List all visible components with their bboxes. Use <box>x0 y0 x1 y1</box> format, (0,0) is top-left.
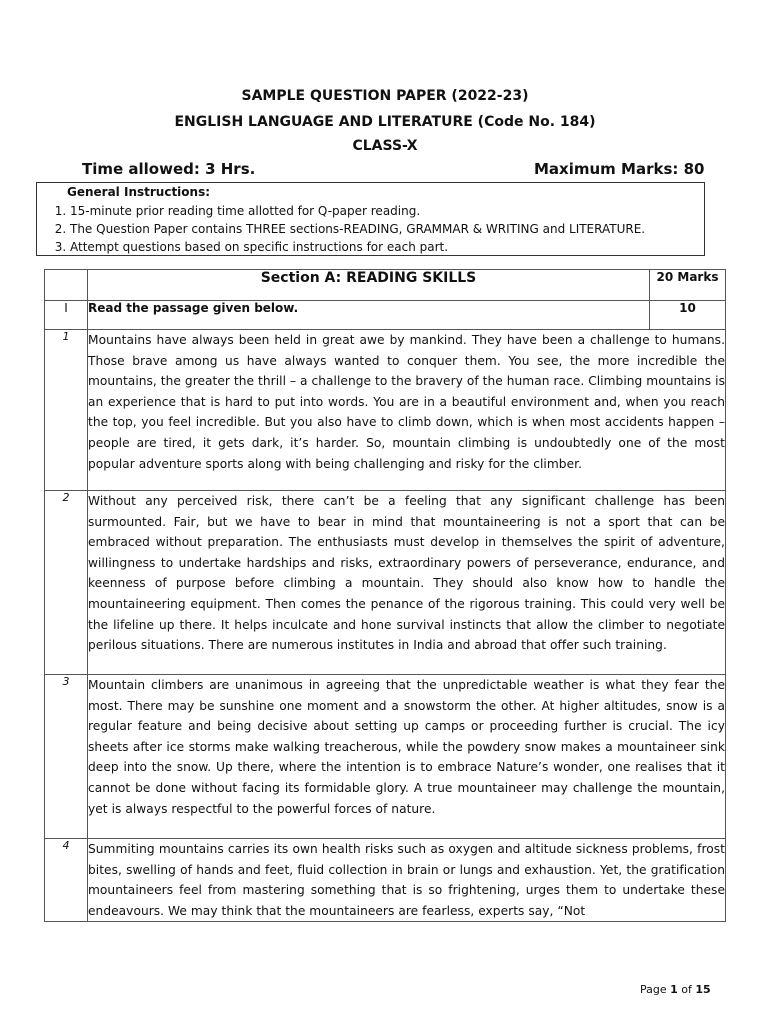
subject-title: ENGLISH LANGUAGE AND LITERATURE (Code No. 184) <box>174 114 596 130</box>
page-total: 15 <box>695 983 711 996</box>
paragraph-text: Without any perceived risk, there can’t be a feeling that any significant challenge has been surmounted. Fair, but we have to bear in mind that mountaineering is not a sport that can be embraced without preparation. The enthusiasts must develop in themselves the spirit of adventure, willingness to undertake hardships and risks, extraordinary powers of perseverance, endurance, and keenness of purpose before climbing a mountain. They should also know how to handle the mountaineering equipment. Then comes the penance of the rigorous training. This could very well be the lifeline up there. It helps inculcate and hone survival instincts that allow the climber to negotiate perilous situations. There are numerous institutes in India and abroad that offer such training. <box>88 491 726 675</box>
paragraph-number: 2 <box>45 491 88 675</box>
passage-row <box>45 839 726 922</box>
instructions-title: General Instructions: <box>67 185 211 199</box>
paragraph-number: 1 <box>45 330 88 491</box>
section-marks: 20 Marks <box>650 270 726 301</box>
section-header-row <box>45 270 726 301</box>
general-instructions-box <box>36 182 705 256</box>
question-text: Read the passage given below. <box>88 301 650 330</box>
passage-row <box>45 330 726 491</box>
paper-title: SAMPLE QUESTION PAPER (2022-23) <box>241 88 529 104</box>
page-label: Page <box>640 983 667 996</box>
paragraph-text: Summiting mountains carries its own health risks such as oxygen and altitude sickness problems, frost bites, swelling of hands and feet, fluid collection in brain or lungs and exhaustion. Yet, the gratification mountaineers feel from mastering something that is so frightening, urges them to undertake these endeavours. We may think that the mountaineers are fearless, experts say, “Not <box>88 839 726 922</box>
paragraph-number: 4 <box>45 839 88 922</box>
reading-section-table <box>44 269 726 922</box>
paragraph-text: Mountain climbers are unanimous in agreeing that the unpredictable weather is what they fear the most. There may be sunshine one moment and a snowstorm the other. At higher altitudes, snow is a regular feature and being decisive about setting up camps or proceeding further is crucial. The icy sheets after ice storms make walking treacherous, while the powdery snow makes a mountaineer sink deep into the snow. Up there, where the intention is to embrace Nature’s wonder, one realises that it cannot be done without facing its formidable glory. A true mountaineer may challenge the mountain, yet is always respectful to the powerful forces of nature. <box>88 675 726 839</box>
section-title: Section A: READING SKILLS <box>88 270 650 301</box>
page-footer <box>640 983 711 996</box>
class-title: CLASS-X <box>352 138 418 154</box>
question-marks: 10 <box>650 301 726 330</box>
instructions-list <box>49 202 645 256</box>
maximum-marks: Maximum Marks: 80 <box>534 160 705 178</box>
paragraph-number: 3 <box>45 675 88 839</box>
passage-row <box>45 491 726 675</box>
of-label: of <box>681 983 692 996</box>
instruction-item: 1. 15-minute prior reading time allotted for Q-paper reading. <box>70 202 645 220</box>
time-allowed: Time allowed: 3 Hrs. <box>82 160 256 178</box>
question-number: I <box>45 301 88 330</box>
passage-row <box>45 675 726 839</box>
page-number: 1 <box>670 983 678 996</box>
instruction-item: 3. Attempt questions based on specific instructions for each part. <box>70 238 645 256</box>
paragraph-text: Mountains have always been held in great awe by mankind. They have been a challenge to humans. Those brave among us have always wanted to conquer them. You see, the more incredible the mountains, the greater the thrill – a challenge to the bravery of the human race. Climbing mountains is an experience that is hard to put into words. You are in a beautiful environment and, when you reach the top, you feel incredible. But you also have to climb down, which is when most accidents happen – people are tired, it gets dark, it’s harder. So, mountain climbing is undoubtedly one of the most popular adventure sports along with being challenging and risky for the climber. <box>88 330 726 491</box>
blank-cell <box>45 270 88 301</box>
instruction-item: 2. The Question Paper contains THREE sections-READING, GRAMMAR & WRITING and LITERATURE. <box>70 220 645 238</box>
question-row <box>45 301 726 330</box>
